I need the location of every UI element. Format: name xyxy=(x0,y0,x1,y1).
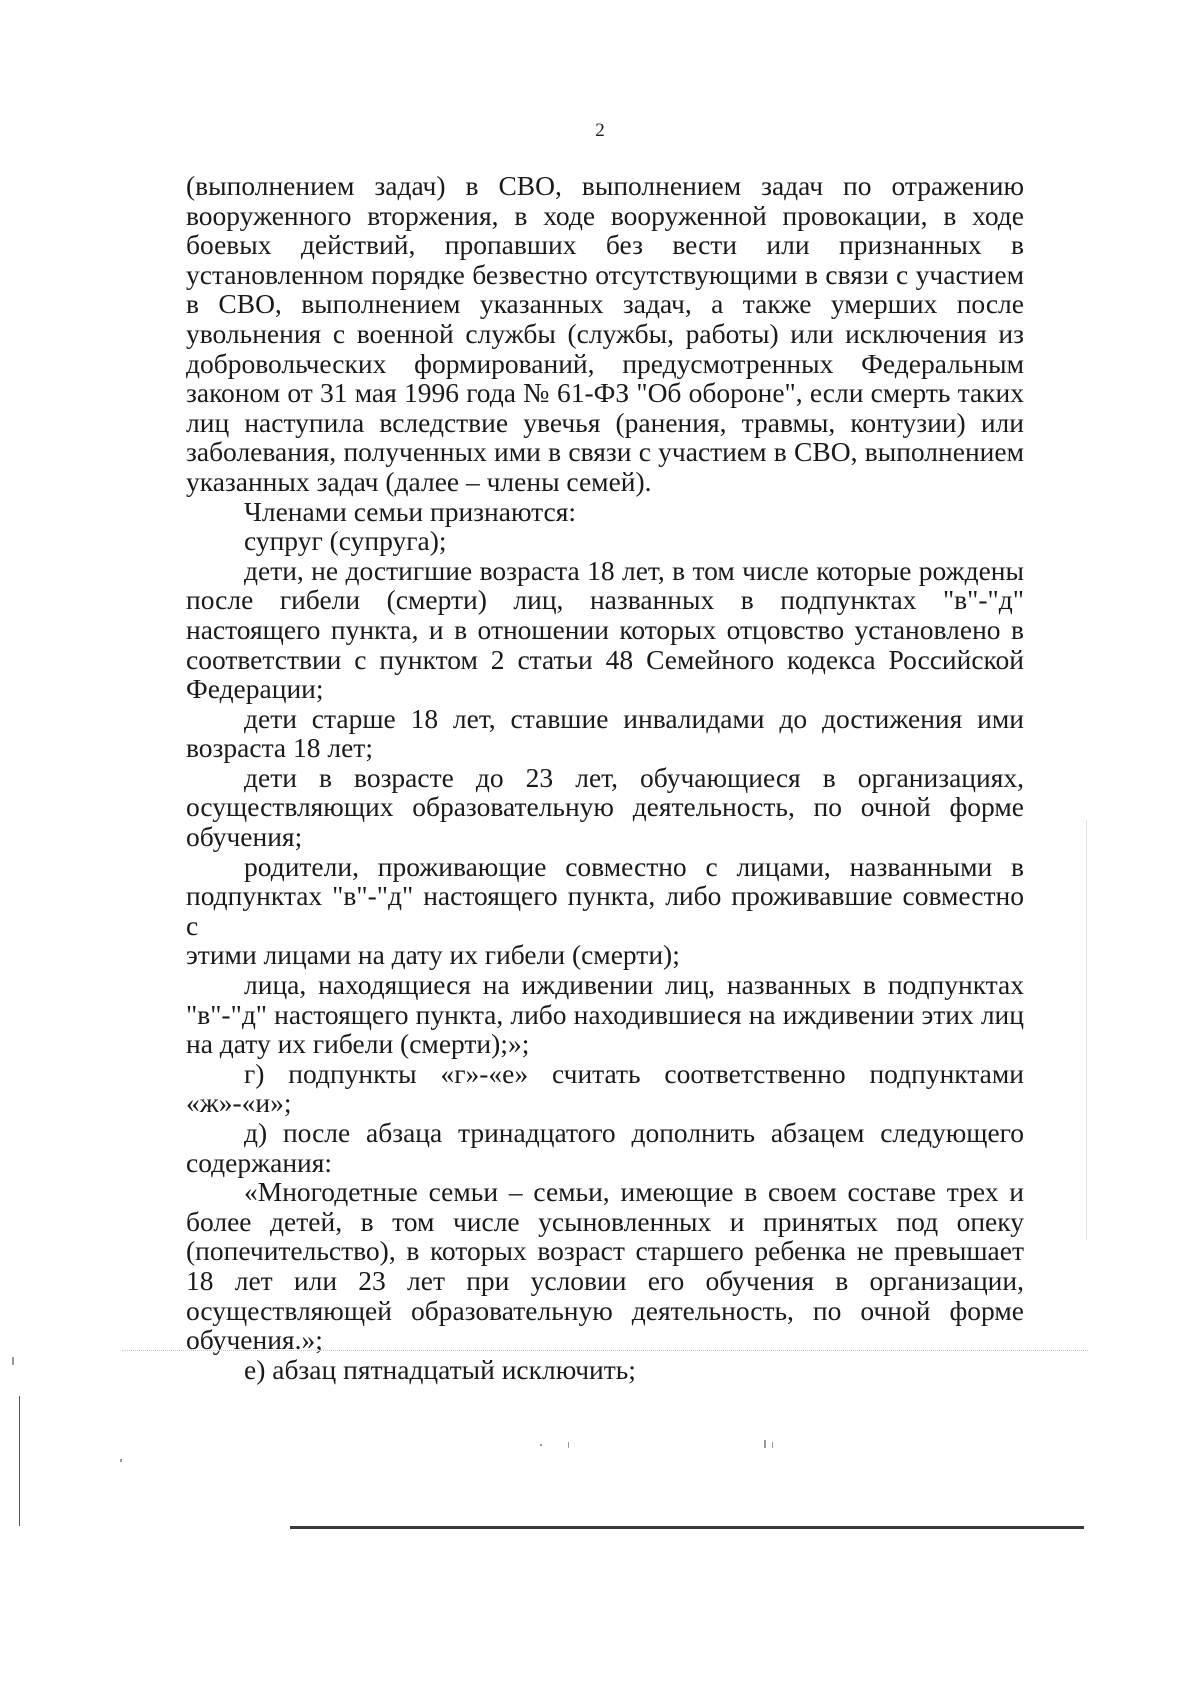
paragraph-parents: родители, проживающие совместно с лицами, названными в подпунктах "в"-"д" настоящего пункта, либо проживавшие совместно с xyxy=(186,850,1024,941)
paragraph-students-under-23: дети в возрасте до 23 лет, обучающиеся в организациях, осуществляющих образовательную деятельность, по очной форме обучения; xyxy=(186,761,1024,853)
paragraph-disabled-children: дети старше 18 лет, ставшие инвалидами до достижения ими возраста 18 лет; xyxy=(186,702,1024,764)
scan-speck xyxy=(764,1440,766,1448)
paragraph-children-under-18: дети, не достигшие возраста 18 лет, в том числе которые рождены после гибели (смерти) лиц, названных в подпунктах "в"-"д" настоящего пункта, и в отношении которых отцовство установлено в соответствии с пунктом 2 статьи 48 Семейного кодекса Российской Федерации; xyxy=(186,554,1024,705)
paragraph-item-e: е) абзац пятнадцатый исключить; xyxy=(244,1353,636,1385)
paragraph-large-families-definition: «Многодетные семьи – семьи, имеющие в своем составе трех и более детей, в том числе усыновленных и принятых под опеку (попечительство), в которых возраст старшего ребенка не превышает 18 лет или 23 лет при условии его обучения в организации, осуществляющей образовательную деятельность, по очной форме обучения.»; xyxy=(186,1176,1024,1356)
scan-speck xyxy=(120,1459,122,1462)
scan-artifact-dotted-line xyxy=(122,1350,1088,1351)
paragraph-item-d: д) после абзаца тринадцатого дополнить абзацем следующего содержания: xyxy=(186,1117,1024,1178)
scan-speck xyxy=(12,1357,14,1365)
document-body xyxy=(186,171,1024,1384)
paragraph-item-g: г) подпункты «г»-«е» считать соответственно подпунктами «ж»-«и»; xyxy=(186,1057,1024,1119)
paragraph-parents-end: этими лицами на дату их гибели (смерти); xyxy=(186,939,680,971)
scan-speck xyxy=(540,1444,542,1446)
paragraph-dependents: лица, находящиеся на иждивении лиц, названных в подпунктах "в"-"д" настоящего пункта, либо находившиеся на иждивении этих лиц на дату их гибели (смерти);»; xyxy=(186,969,1024,1060)
paragraph-intro-continuation: (выполнением задач) в СВО, выполнением задач по отражению вооруженного вторжения, в ходе вооруженной провокации, в ходе боевых действий, пропавших без вести или признанных в установленном порядке безвестно отсутствующими в связи с участием в СВО, выполнением указанных задач, а также умерших после увольнения с военной службы (службы, работы) или исключения из добровольческих формирований, предусмотренных Федеральным законом от 31 мая 1996 года № 61-ФЗ "Об обороне", если смерть таких лиц наступила вследствие увечья (ранения, травмы, контузии) или заболевания, полученных ими в связи с участием в СВО, выполнением указанных задач (далее – члены семей). xyxy=(186,170,1024,497)
scan-speck xyxy=(568,1442,569,1448)
scan-artifact-right-line xyxy=(1086,820,1087,1240)
paragraph-family-members-heading: Членами семьи признаются: xyxy=(244,495,577,527)
page-number: 2 xyxy=(595,120,605,141)
scan-artifact-bottom-line xyxy=(290,1526,1084,1529)
paragraph-spouse: супруг (супруга); xyxy=(244,525,447,557)
scan-speck xyxy=(772,1442,773,1448)
scan-artifact-margin-line xyxy=(19,1396,20,1526)
